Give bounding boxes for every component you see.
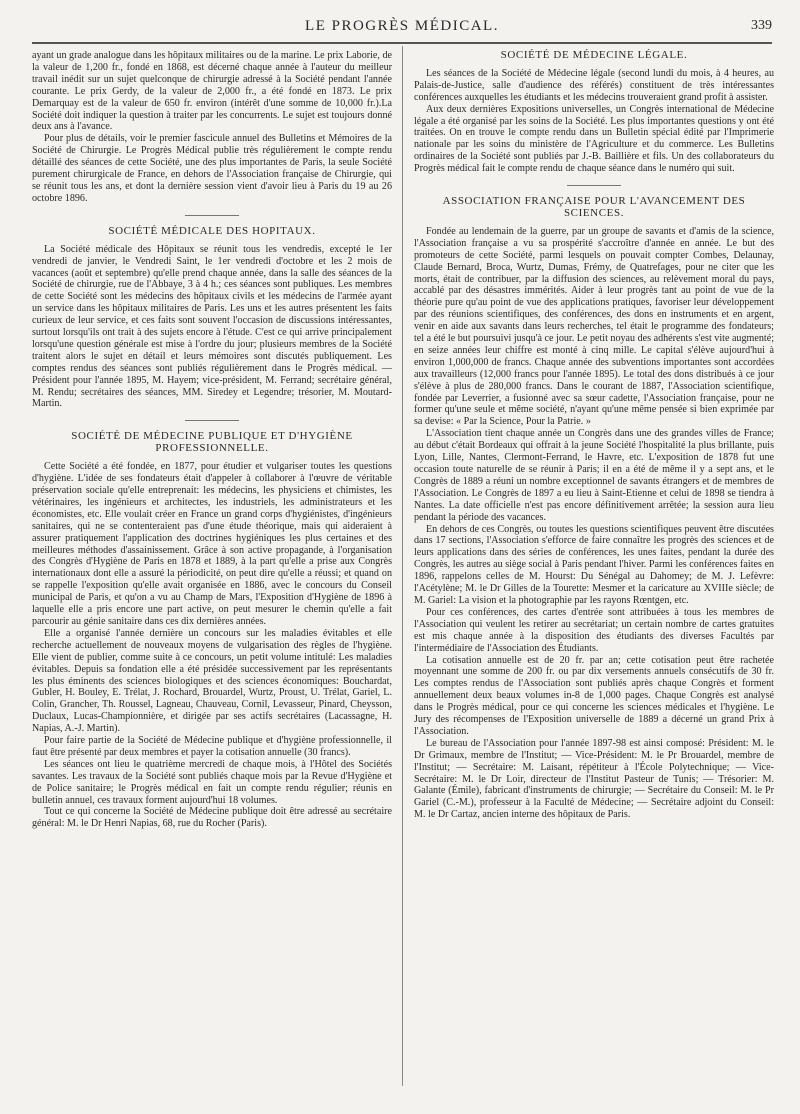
paragraph: Fondée au lendemain de la guerre, par un groupe de savants et d'amis de la science, l'Association française a vu sa prospérité s'accroître d'année en année. Le but des promoteurs de cette Société, parmi lesquels on pouvait compter Combes, Delaunay, Claude Bernard, Broca, Wurtz, Dumas, Frémy, de Quatrefages, pour ne citer que les morts, était de contribuer, par la diffusion des sciences, au relèvement moral du pays, accablé par des désastres immérités. Aider à leur progrès tant au point de vue de la théorie pure qu'au point de vue des applications pratiques, favoriser leur développement par des réunions scientifiques, des conférences, des dons en instruments et en argent, venir en aide aux savants dans leurs recherches, tel était le programme des fondateurs; tel a été le but poursuivi jusqu'à ce jour. Le petit noyau des adhérents s'est vite augmenté; en seize années leur chiffre est monté à cinq mille. Le capital s'élève aujourd'hui à environ 1,000,000 de francs. Chaque année des subventions importantes sont accordées aux travailleurs (12,000 francs pour l'année 1895). Le total des dons distribués à ce jour s'élève à plus de 280,000 francs. Dans le courant de 1887, l'Association scientifique, fondée par Leverrier, a fusionné avec sa sœur cadette, l'Association française, pour ne former qu'une seule et même société, n'ayant qu'une même pensée si bien exprimée par sa devise: « Par la Science, Pour la Patrie. » <box>414 225 774 428</box>
paragraph: Pour ces conférences, des cartes d'entrée sont attribuées à tous les membres de l'Association qui veulent les retirer au secrétariat; un certain nombre de cartes gratuites est mis chaque année à la disposition des étudiants des diverses Facultés par l'intermédiaire de l'Association des Étudiants. <box>414 606 774 654</box>
column-divider <box>402 46 403 1086</box>
section-separator <box>185 420 239 421</box>
paragraph: Cette Société a été fondée, en 1877, pour étudier et vulgariser toutes les questions d'hygiène. L'idée de ses fondateurs était d'appeler à collaborer à l'œuvre de véritable préservation sociale qu'elle entreprenait: les médecins, les physiciens et chimistes, les vétérinaires, les ingénieurs et architectes, les industriels, les administrateurs et les économistes, etc. Elle voulait créer en France un grand corps d'hygiénistes, d'ingénieurs sanitaires, qui ne se contenteraient pas d'une étude théorique, mais qui aideraient à assurer pratiquement l'application des doctrines hygiéniques les plus certaines et des meilleures méthodes d'assainissement. Grâce à son active propagande, à l'organisation des Congrès d'Hygiène de Paris en 1878 et 1889, à la part qu'elle a prise aux Congrès internationaux dont elle a assuré la périodicité, on peut dire qu'elle a réussi; et quand on se rappelle l'exposition qu'elle avait organisée en 1886, avec le concours du Conseil municipal de Paris, et qu'on a vu au Champ de Mars, l'Exposition d'Hygiène de 1896 à laquelle elle a pris encore une part active, on peut mesurer le chemin qu'elle a fait parcourir au génie sanitaire dans ces dix dernières années. <box>32 461 392 627</box>
paragraph: Aux deux dernières Expositions universelles, un Congrès international de Médecine légale a été organisé par les soins de la Société. Les plus importantes questions y ont été traitées. On en trouve le compte rendu dans un Bulletin spécial édité par l'Imprimerie nationale par les soins du ministère de l'Agriculture et du commerce. Les Bulletins ordinaires de la Société sont publiés par J.-B. Baillière et fils. Un des collaborateurs du Progrès médical fait le compte rendu de chaque séance dans le numéro qui suit. <box>414 103 774 175</box>
paragraph: Les séances de la Société de Médecine légale (second lundi du mois, à 4 heures, au Palais-de-Justice, salle d'audience des référés) constituent de très intéressantes conférences auxquelles les étudiants et les médecins trouveraient grand profit à assister. <box>414 67 774 103</box>
right-column <box>414 50 774 821</box>
section-separator <box>185 215 239 216</box>
paragraph: La Société médicale des Hôpitaux se réunit tous les vendredis, excepté le 1er vendredi de janvier, le Vendredi Saint, le 1er vendredi d'octobre et les 2 mois de vacances (août et septembre) qu'elle prend chaque année, dans la salle des séances de la Société de chirurgie, rue de l'Abbaye, 3 à 4 h.; ces séances sont publiques. Les membres de cette Société sont les médecins des hôpitaux civils et les médecins de l'armée ayant un service dans les hôpitaux militaires de Paris. Les uns et les autres présentent les faits curieux de leur service, et ces faits sont souvent l'occasion de discussions intéressantes, surtout lorsqu'ils ont trait à des sujets encore à l'étude. C'est ce qui arrive principalement lorsqu'une question générale est mise à l'ordre du jour; plusieurs membres de la Société traitent alors le sujet en détail et leurs mémoires sont discutés publiquement. Les comptes rendus des séances sont publiés régulièrement dans le Progrès médical. — Président pour l'année 1895, M. Hayem; vice-président, M. Ferrand; secrétaire général, M. Rendu; secrétaires des séances, MM. Siredey et Legendre; trésorier, M. Moutard-Martin. <box>32 243 392 410</box>
journal-title: LE PROGRÈS MÉDICAL. <box>305 18 499 34</box>
section-heading: SOCIÉTÉ DE MÉDECINE LÉGALE. <box>500 49 688 61</box>
paragraph: Tout ce qui concerne la Société de Médecine publique doit être adressé au secrétaire général: M. le Dr Henri Napias, 68, rue du Rocher (Paris). <box>32 806 392 830</box>
section-heading: ASSOCIATION FRANÇAISE POUR L'AVANCEMENT DES SCIENCES. <box>442 195 746 219</box>
section-heading: SOCIÉTÉ MÉDICALE DES HOPITAUX. <box>108 224 316 237</box>
paragraph: Pour faire partie de la Société de Médecine publique et d'hygiène professionnelle, il faut être présenté par deux membres et payer la cotisation annuelle (30 francs). <box>32 735 392 758</box>
paragraph: En dehors de ces Congrès, ou toutes les questions scientifiques peuvent être discutées dans 17 sections, l'Association s'efforce de faire connaître les progrès des sciences et de leurs applications dans des séries de conférences, les unes faites, pendant la durée des Congrès, les autres au siège social à Paris pendant l'hiver. Parmi les conférences faites en 1896, rappelons celles de M. Hourst: Du Sénégal au Dahomey; de M. J. Lefèvre: l'Acétylène; M. le Dr Gilles de la Tourette: Mesmer et la caricature au XVIIIe siècle; de M. Gariel: La vision et la photographie par les rayons Rœntgen, etc. <box>414 523 774 606</box>
section-separator <box>567 185 621 186</box>
paragraph: L'Association tient chaque année un Congrès dans une des grandes villes de France; au début c'était Bordeaux qui offrait à la jeune Société l'hospitalité la plus brillante, puis Lyon, Lille, Nantes, Clermont-Ferrand, le Havre, etc. L'exposition de 1878 fut une occasion toute naturelle de se réunir à Paris; il en a été de même il y a sept ans, et le Congrès de 1889 a réuni un nombre exceptionnel de savants étrangers et de membres de l'Association. Le Congrès de 1897 a eu lieu à Saint-Etienne et celui de 1898 se tiendra à Nantes. La date officielle n'est pas encore définitivement arrêtée; la session aura lieu pendant la période des vacances. <box>414 428 774 523</box>
paragraph: Pour plus de détails, voir le premier fascicule annuel des Bulletins et Mémoires de la Société de Chirurgie. Le Progrès Médical publie très régulièrement le compte rendu détaillé des séances de cette Société, une des plus importantes de Paris, la seule Société purement chirurgicale de France, en dehors de l'Association française de Chirurgie, qui se réunit tous les ans, et dont la dernière session vient d'avoir lieu à Paris du 19 au 26 octobre 1896. <box>32 133 392 204</box>
left-column <box>32 50 392 830</box>
page-number: 339 <box>751 18 772 33</box>
paragraph: Le bureau de l'Association pour l'année 1897-98 est ainsi composé: Président: M. le Dr Grimaux, membre de l'Institut; — Vice-Président: M. le Pr Brouardel, membre de l'Institut; — Secrétaire: M. Laisant, répétiteur à l'École Polytechnique; — Vice-Secrétaire: M. le Dr Loir, directeur de l'Institut Pasteur de Tunis; — Trésorier: M. Galante (Émile), fabricant d'instruments de chirurgie; — Secrétaire du Conseil: M. le Pr Gariel (C.-M.), professeur à la Faculté de Médecine; — Secrétaire adjoint du Conseil: M. le Dr Cartaz, ancien interne des hôpitaux de Paris. <box>414 737 774 821</box>
paragraph: ayant un grade analogue dans les hôpitaux militaires ou de la marine. Le prix Laborie, de la valeur de 1,200 fr., fondé en 1868, est décerné chaque année à l'auteur du meilleur travail inédit sur un sujet quelconque de chirurgie adressé à la Société pendant l'année courante. Le prix Gerdy, de la valeur de 2,000 fr., a été fondé en 1873. Le prix Demarquay est de la valeur de 650 fr. environ (intérêt d'une somme de 10,000 fr.).La Société doit indiquer la question à traiter par les concurrents. Le sujet est toujours donné deux ans à l'avance. <box>32 50 392 133</box>
paragraph: La cotisation annuelle est de 20 fr. par an; cette cotisation peut être rachetée moyennant une somme de 200 fr. ou par dix versements annuels consécutifs de 30 fr. Les comptes rendus de l'Association sont publiés après chaque Congrès et forment annuellement deux beaux volumes in-8 de 1,000 pages. Chaque Congrès est analysé dans le Progrès médical, pour ce qui concerne les sciences médicales et l'hygiène. Le Jury des récompenses de l'Exposition universelle de 1889 a décerné un grand Prix à l'Association. <box>414 654 774 737</box>
section-heading: SOCIÉTÉ DE MÉDECINE PUBLIQUE ET D'HYGIÈNE PROFESSIONNELLE. <box>71 430 353 455</box>
running-header <box>32 14 772 44</box>
paragraph: Elle a organisé l'année dernière un concours sur les maladies évitables et elle recherche actuellement de nouveaux moyens de vulgarisation des règles de l'hygiène. Elle vient de publier, comme suite à ce concours, un petit volume intitulé: Les maladies évitables. Depuis sa fondation elle a été présidée successivement par les représentants les plus éminents des sciences biologiques et des sciences économiques: Bouchardat, Gubler, H. Bouley, E. Trélat, J. Rochard, Brouardel, Wurtz, Proust, U. Trélat, Gariel, L. Colin, Grancher, Th. Roussel, Lagneau, Chauveau, Cornil, Levasseur, Pinard, Cheysson, Duclaux, Lucas-Championnière, et dirigée par ses actifs secrétaires (Lacassagne, H. Napias, A.-J. Martin). <box>32 627 392 735</box>
paragraph: Les séances ont lieu le quatrième mercredi de chaque mois, à l'Hôtel des Sociétés savantes. Les travaux de la Société sont publiés chaque mois par la Revue d'Hygiène et de Police sanitaire; le Progrès médical en fait un compte rendu régulier; réunis en bulletin annuel, ces travaux forment aujourd'hui 18 volumes. <box>32 758 392 806</box>
